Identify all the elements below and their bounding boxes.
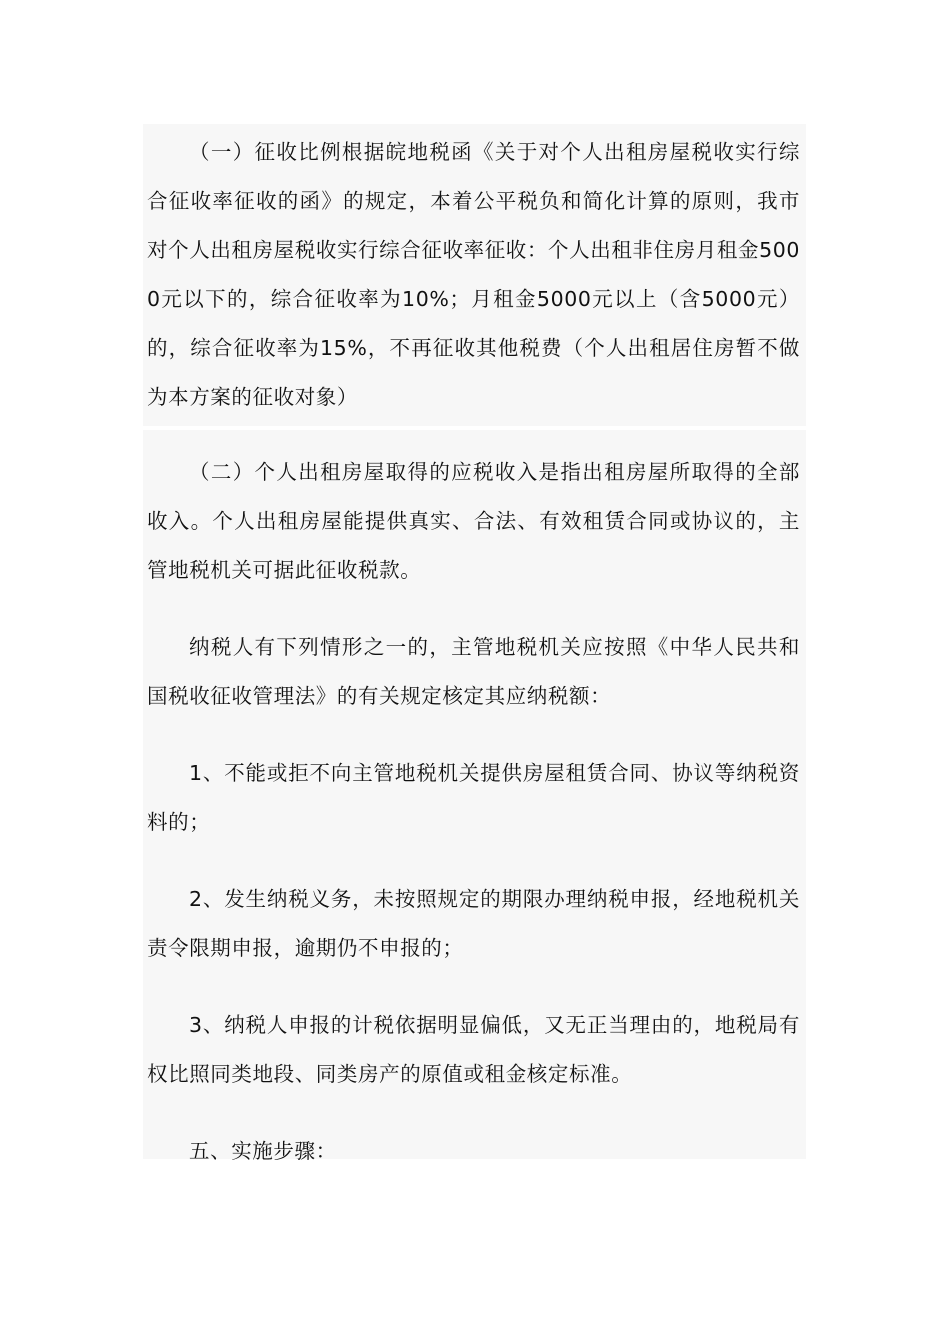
paragraph-assessment-conditions: 纳税人有下列情形之一的，主管地税机关应按照《中华人民共和国税收征收管理法》的有关规定核定其应纳税额：: [147, 635, 800, 708]
list-item-condition-3: 3、纳税人申报的计税依据明显偏低，又无正当理由的，地税局有权比照同类地段、同类房产的原值或租金核定标准。: [147, 1013, 800, 1086]
list-item-condition-2: 2、发生纳税义务，未按照规定的期限办理纳税申报，经地税机关责令限期申报，逾期仍不申报的；: [147, 887, 800, 960]
section-heading-implementation-steps: 五、实施步骤：: [189, 1139, 337, 1163]
list-item-condition-1: 1、不能或拒不向主管地税机关提供房屋租赁合同、协议等纳税资料的；: [147, 761, 800, 834]
paragraph-collection-ratio: （一）征收比例根据皖地税函《关于对个人出租房屋税收实行综合征收率征收的函》的规定，本着公平税负和简化计算的原则，我市对个人出租房屋税收实行综合征收率征收：个人出租非住房月租金5000元以下的，综合征收率为10%；月租金5000元以上（含5000元）的，综合征收率为15%，不再征收其他税费（个人出租居住房暂不做为本方案的征收对象）: [147, 140, 800, 409]
text-section-collection-ratio: [143, 124, 806, 426]
text-section-taxable-income: [143, 430, 806, 1163]
paragraph-taxable-income: （二）个人出租房屋取得的应税收入是指出租房屋所取得的全部收入。个人出租房屋能提供真实、合法、有效租赁合同或协议的，主管地税机关可据此征收税款。: [147, 460, 800, 582]
